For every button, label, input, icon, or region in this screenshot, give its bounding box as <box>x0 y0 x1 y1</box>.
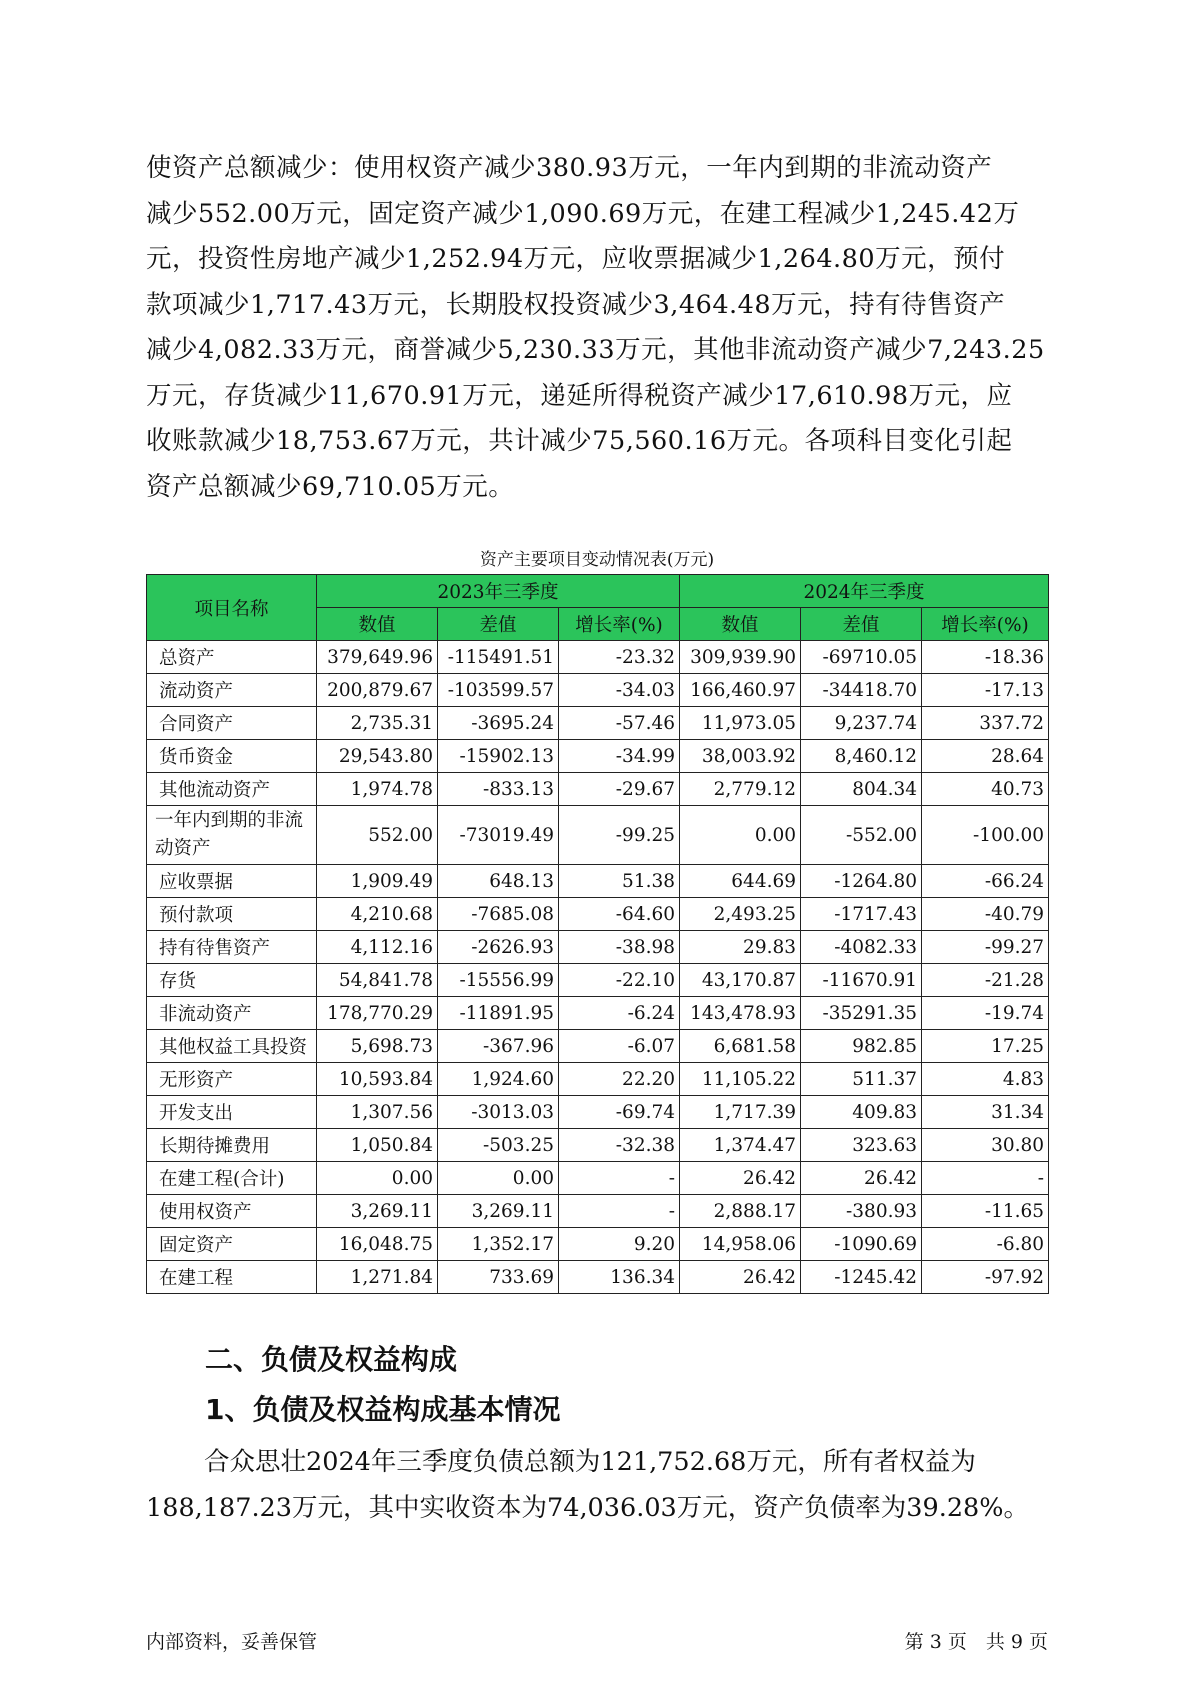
header-period-2024: 2024年三季度 <box>680 575 1049 608</box>
row-value-cell: 30.80 <box>922 1129 1049 1162</box>
row-value-cell: 29,543.80 <box>317 740 438 773</box>
row-value-cell: 2,888.17 <box>680 1195 801 1228</box>
paragraph-line: 收账款减少18,753.67万元，共计减少75,560.16万元。各项科目变化引起 <box>146 426 1013 456</box>
row-value-cell: 379,649.96 <box>317 641 438 674</box>
row-value-cell: 9,237.74 <box>801 707 922 740</box>
row-item-name: 开发支出 <box>147 1096 317 1129</box>
row-value-cell: 178,770.29 <box>317 997 438 1030</box>
row-value-cell: 1,909.49 <box>317 865 438 898</box>
row-value-cell: 29.83 <box>680 931 801 964</box>
row-value-cell: 0.00 <box>438 1162 559 1195</box>
row-value-cell: 1,974.78 <box>317 773 438 806</box>
row-value-cell: -1717.43 <box>801 898 922 931</box>
row-value-cell: -6.07 <box>559 1030 680 1063</box>
row-value-cell: 166,460.97 <box>680 674 801 707</box>
subsection-heading: 1、负债及权益构成基本情况 <box>205 1393 561 1426</box>
table-row <box>147 773 1049 806</box>
row-value-cell: -15902.13 <box>438 740 559 773</box>
header-period-2023: 2023年三季度 <box>317 575 680 608</box>
row-value-cell: -1090.69 <box>801 1228 922 1261</box>
table-row <box>147 740 1049 773</box>
header-rate: 增长率(%) <box>922 608 1049 641</box>
row-value-cell: -19.74 <box>922 997 1049 1030</box>
row-value-cell: -1264.80 <box>801 865 922 898</box>
row-value-cell: -833.13 <box>438 773 559 806</box>
table-row <box>147 1228 1049 1261</box>
row-value-cell: -6.24 <box>559 997 680 1030</box>
footer-confidential-note: 内部资料，妥善保管 <box>146 1631 318 1653</box>
section-heading: 二、负债及权益构成 <box>205 1343 458 1376</box>
row-value-cell: - <box>559 1162 680 1195</box>
row-value-cell: -40.79 <box>922 898 1049 931</box>
row-value-cell: 26.42 <box>680 1162 801 1195</box>
row-value-cell: -35291.35 <box>801 997 922 1030</box>
row-item-name: 预付款项 <box>147 898 317 931</box>
row-value-cell: -34418.70 <box>801 674 922 707</box>
row-value-cell: -11.65 <box>922 1195 1049 1228</box>
paragraph-line: 资产总额减少69,710.05万元。 <box>146 471 515 502</box>
row-value-cell: -99.25 <box>559 806 680 865</box>
row-value-cell: 4.83 <box>922 1063 1049 1096</box>
row-value-cell: -15556.99 <box>438 964 559 997</box>
row-value-cell: 11,973.05 <box>680 707 801 740</box>
row-value-cell: 2,493.25 <box>680 898 801 931</box>
header-value: 数值 <box>680 608 801 641</box>
table-row <box>147 674 1049 707</box>
row-value-cell: 16,048.75 <box>317 1228 438 1261</box>
row-value-cell: -34.99 <box>559 740 680 773</box>
row-value-cell: -29.67 <box>559 773 680 806</box>
table-caption: 资产主要项目变动情况表(万元) <box>479 550 715 570</box>
row-value-cell: 26.42 <box>680 1261 801 1294</box>
row-value-cell: 51.38 <box>559 865 680 898</box>
row-item-name: 固定资产 <box>147 1228 317 1261</box>
row-value-cell: 2,779.12 <box>680 773 801 806</box>
row-value-cell: 0.00 <box>680 806 801 865</box>
footer-page-number: 第 3 页 共 9 页 <box>904 1631 1048 1653</box>
table-row <box>147 1030 1049 1063</box>
table-row <box>147 707 1049 740</box>
row-value-cell: 309,939.90 <box>680 641 801 674</box>
header-rate: 增长率(%) <box>559 608 680 641</box>
row-value-cell: 1,271.84 <box>317 1261 438 1294</box>
row-value-cell: -7685.08 <box>438 898 559 931</box>
table-row <box>147 931 1049 964</box>
table-row <box>147 1063 1049 1096</box>
row-value-cell: 43,170.87 <box>680 964 801 997</box>
row-value-cell: 2,735.31 <box>317 707 438 740</box>
row-value-cell: 10,593.84 <box>317 1063 438 1096</box>
row-value-cell: -18.36 <box>922 641 1049 674</box>
row-item-name: 在建工程(合计) <box>147 1162 317 1195</box>
row-value-cell: -2626.93 <box>438 931 559 964</box>
row-value-cell: 337.72 <box>922 707 1049 740</box>
body-paragraph-liabilities <box>146 1440 1046 1531</box>
row-value-cell: 8,460.12 <box>801 740 922 773</box>
row-value-cell: 733.69 <box>438 1261 559 1294</box>
row-value-cell: 1,307.56 <box>317 1096 438 1129</box>
row-value-cell: 552.00 <box>317 806 438 865</box>
table-row <box>147 964 1049 997</box>
row-value-cell: 143,478.93 <box>680 997 801 1030</box>
table-row <box>147 898 1049 931</box>
table-row <box>147 1195 1049 1228</box>
row-value-cell: 4,210.68 <box>317 898 438 931</box>
row-value-cell: 644.69 <box>680 865 801 898</box>
row-item-name: 其他流动资产 <box>147 773 317 806</box>
row-item-name: 非流动资产 <box>147 997 317 1030</box>
row-value-cell: - <box>922 1162 1049 1195</box>
row-value-cell: -380.93 <box>801 1195 922 1228</box>
paragraph-line: 减少4,082.33万元，商誉减少5,230.33万元，其他非流动资产减少7,243.25 <box>146 335 1045 365</box>
row-value-cell: -69.74 <box>559 1096 680 1129</box>
row-value-cell: 5,698.73 <box>317 1030 438 1063</box>
header-diff: 差值 <box>438 608 559 641</box>
row-value-cell: -22.10 <box>559 964 680 997</box>
row-value-cell: -3695.24 <box>438 707 559 740</box>
row-value-cell: -97.92 <box>922 1261 1049 1294</box>
row-value-cell: -73019.49 <box>438 806 559 865</box>
row-value-cell: -103599.57 <box>438 674 559 707</box>
paragraph-line: 减少552.00万元，固定资产减少1,090.69万元，在建工程减少1,245.42万 <box>146 198 1020 229</box>
row-value-cell: 4,112.16 <box>317 931 438 964</box>
row-value-cell: 1,924.60 <box>438 1063 559 1096</box>
row-value-cell: 6,681.58 <box>680 1030 801 1063</box>
row-value-cell: -11670.91 <box>801 964 922 997</box>
row-value-cell: -6.80 <box>922 1228 1049 1261</box>
row-item-name: 应收票据 <box>147 865 317 898</box>
table-row <box>147 806 1049 865</box>
row-value-cell: 511.37 <box>801 1063 922 1096</box>
row-value-cell: -4082.33 <box>801 931 922 964</box>
table-row <box>147 1129 1049 1162</box>
row-item-name: 存货 <box>147 964 317 997</box>
row-value-cell: -34.03 <box>559 674 680 707</box>
row-value-cell: -57.46 <box>559 707 680 740</box>
row-value-cell: 26.42 <box>801 1162 922 1195</box>
row-value-cell: -367.96 <box>438 1030 559 1063</box>
row-value-cell: -23.32 <box>559 641 680 674</box>
row-value-cell: -503.25 <box>438 1129 559 1162</box>
row-value-cell: -66.24 <box>922 865 1049 898</box>
asset-changes-table <box>146 574 1049 1294</box>
row-value-cell: -99.27 <box>922 931 1049 964</box>
table-row <box>147 997 1049 1030</box>
row-value-cell: 804.34 <box>801 773 922 806</box>
row-value-cell: 54,841.78 <box>317 964 438 997</box>
row-value-cell: -32.38 <box>559 1129 680 1162</box>
row-value-cell: 1,352.17 <box>438 1228 559 1261</box>
paragraph-line: 合众思壮2024年三季度负债总额为121,752.68万元，所有者权益为 <box>204 1447 976 1477</box>
row-value-cell: 14,958.06 <box>680 1228 801 1261</box>
row-value-cell: -1245.42 <box>801 1261 922 1294</box>
body-paragraph-assets <box>146 146 1046 510</box>
table-body <box>147 641 1049 1294</box>
row-value-cell: 1,717.39 <box>680 1096 801 1129</box>
row-value-cell: 22.20 <box>559 1063 680 1096</box>
table-row <box>147 641 1049 674</box>
table-header-row <box>147 575 1049 608</box>
row-value-cell: 1,050.84 <box>317 1129 438 1162</box>
row-value-cell: 409.83 <box>801 1096 922 1129</box>
row-value-cell: -100.00 <box>922 806 1049 865</box>
row-value-cell: 136.34 <box>559 1261 680 1294</box>
row-value-cell: -552.00 <box>801 806 922 865</box>
row-item-name: 持有待售资产 <box>147 931 317 964</box>
row-item-name: 使用权资产 <box>147 1195 317 1228</box>
row-item-name: 其他权益工具投资 <box>147 1030 317 1063</box>
row-value-cell: 40.73 <box>922 773 1049 806</box>
paragraph-line: 万元，存货减少11,670.91万元，递延所得税资产减少17,610.98万元，应 <box>146 380 1013 411</box>
header-diff: 差值 <box>801 608 922 641</box>
row-value-cell: 17.25 <box>922 1030 1049 1063</box>
paragraph-line: 188,187.23万元，其中实收资本为74,036.03万元，资产负债率为39.28%。 <box>146 1492 1030 1523</box>
row-item-name: 一年内到期的非流动资产 <box>147 806 317 865</box>
table-row <box>147 865 1049 898</box>
row-value-cell: 31.34 <box>922 1096 1049 1129</box>
row-value-cell: 1,374.47 <box>680 1129 801 1162</box>
row-item-name: 合同资产 <box>147 707 317 740</box>
header-item-name: 项目名称 <box>147 575 317 641</box>
row-value-cell: 323.63 <box>801 1129 922 1162</box>
table-row <box>147 1162 1049 1195</box>
row-value-cell: 38,003.92 <box>680 740 801 773</box>
row-item-name: 流动资产 <box>147 674 317 707</box>
table-row <box>147 1096 1049 1129</box>
paragraph-line: 款项减少1,717.43万元，长期股权投资减少3,464.48万元，持有待售资产 <box>146 289 1006 320</box>
row-value-cell: -38.98 <box>559 931 680 964</box>
row-value-cell: 3,269.11 <box>438 1195 559 1228</box>
row-value-cell: 28.64 <box>922 740 1049 773</box>
row-value-cell: -11891.95 <box>438 997 559 1030</box>
row-value-cell: 9.20 <box>559 1228 680 1261</box>
row-item-name: 长期待摊费用 <box>147 1129 317 1162</box>
row-value-cell: -64.60 <box>559 898 680 931</box>
row-value-cell: - <box>559 1195 680 1228</box>
row-value-cell: -21.28 <box>922 964 1049 997</box>
table-row <box>147 1261 1049 1294</box>
row-value-cell: -69710.05 <box>801 641 922 674</box>
row-item-name: 总资产 <box>147 641 317 674</box>
header-value: 数值 <box>317 608 438 641</box>
row-value-cell: 648.13 <box>438 865 559 898</box>
row-value-cell: 3,269.11 <box>317 1195 438 1228</box>
row-item-name: 在建工程 <box>147 1261 317 1294</box>
row-value-cell: 11,105.22 <box>680 1063 801 1096</box>
paragraph-line: 使资产总额减少：使用权资产减少380.93万元，一年内到期的非流动资产 <box>146 153 993 183</box>
row-item-name: 无形资产 <box>147 1063 317 1096</box>
row-value-cell: 200,879.67 <box>317 674 438 707</box>
row-item-name: 货币资金 <box>147 740 317 773</box>
row-value-cell: -17.13 <box>922 674 1049 707</box>
row-value-cell: 982.85 <box>801 1030 922 1063</box>
paragraph-line: 元，投资性房地产减少1,252.94万元，应收票据减少1,264.80万元，预付 <box>146 244 1006 274</box>
row-value-cell: -3013.03 <box>438 1096 559 1129</box>
row-value-cell: 0.00 <box>317 1162 438 1195</box>
row-value-cell: -115491.51 <box>438 641 559 674</box>
